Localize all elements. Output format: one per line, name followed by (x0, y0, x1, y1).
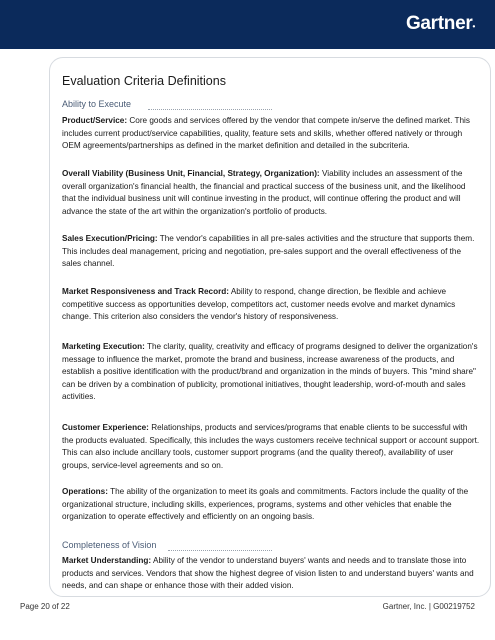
term: Product/Service: (62, 116, 128, 125)
item-overall-viability (62, 168, 480, 218)
term: Overall Viability (Business Unit, Financial, Strategy, Organization): (62, 169, 320, 178)
item-marketing-execution (62, 341, 480, 404)
header-bar (0, 0, 495, 49)
vision-heading: Completeness of Vision (62, 540, 157, 550)
term: Market Responsiveness and Track Record: (62, 287, 229, 296)
item-customer-experience (62, 422, 480, 472)
term: Sales Execution/Pricing: (62, 234, 158, 243)
term: Customer Experience: (62, 423, 149, 432)
ability-rule (148, 109, 272, 110)
term: Marketing Execution: (62, 342, 145, 351)
term: Operations: (62, 487, 108, 496)
definition: Viability includes an assessment of the overall organization's financial health, the financial and practical success of the business unit, and the likelihood that the individual business unit will continue investing in the product, will continue offering the product and will advance the state of the art within the organization's portfolio of products. (62, 169, 466, 216)
item-market-understanding (62, 555, 480, 593)
panel-title: Evaluation Criteria Definitions (62, 74, 226, 88)
term: Market Understanding: (62, 556, 152, 565)
ability-heading: Ability to Execute (62, 99, 132, 109)
logo-dot: • (472, 22, 475, 31)
gartner-logo (406, 13, 475, 35)
logo-text: Gartner (405, 13, 473, 34)
definition: Ability of the vendor to understand buyers' wants and needs and to translate those into products and services. Vendors that show the highest degree of vision listen to and understand buyers' wants and needs, and can shape or enhance those with their added vision. (62, 556, 474, 590)
vision-rule (168, 550, 272, 551)
item-operations (62, 486, 480, 524)
definition: The ability of the organization to meet its goals and commitments. Factors include the quality of the organizational structure, including skills, experiences, programs, systems and other vehicles that enable the organization to operate effectively and efficiently on an ongoing basis. (62, 487, 469, 521)
definition: Core goods and services offered by the vendor that compete in/serve the defined market. This includes current product/service capabilities, quality, feature sets and skills, whether offered natively or through OEM agreements/partnerships as defined in the market definition and detailed in the subcriteria. (62, 116, 470, 150)
item-sales-execution (62, 233, 480, 271)
definition: The clarity, quality, creativity and efficacy of programs designed to deliver the organization's message to influence the market, promote the brand and business, increase awareness of the products, and establish a positive identification with the product/brand and organization in the minds of buyers. This "mind share" can be driven by a combination of publicity, promotional initiatives, thought leadership, word-of-mouth and sales activities. (62, 342, 478, 401)
item-market-responsiveness (62, 286, 480, 324)
document-id: Gartner, Inc. | G00219752 (382, 602, 475, 611)
definition: The vendor's capabilities in all pre-sales activities and the structure that supports them. This includes deal management, pricing and negotiation, pre-sales support and the overall effectiveness of the sales channel. (62, 234, 475, 268)
page-number: Page 20 of 22 (20, 602, 70, 611)
definition: Relationships, products and services/programs that enable clients to be successful with the products evaluated. Specifically, this includes the ways customers receive technical support or account support. This can also include ancillary tools, customer support programs (and the quality thereof), availability of user groups, service-level agreements and so on. (62, 423, 480, 470)
item-product-service (62, 115, 480, 153)
criteria-panel (49, 57, 491, 597)
definition: Ability to respond, change direction, be flexible and achieve competitive success as opportunities develop, competitors act, customer needs evolve and market dynamics change. This criterion also considers the vendor's history of responsiveness. (62, 287, 456, 321)
